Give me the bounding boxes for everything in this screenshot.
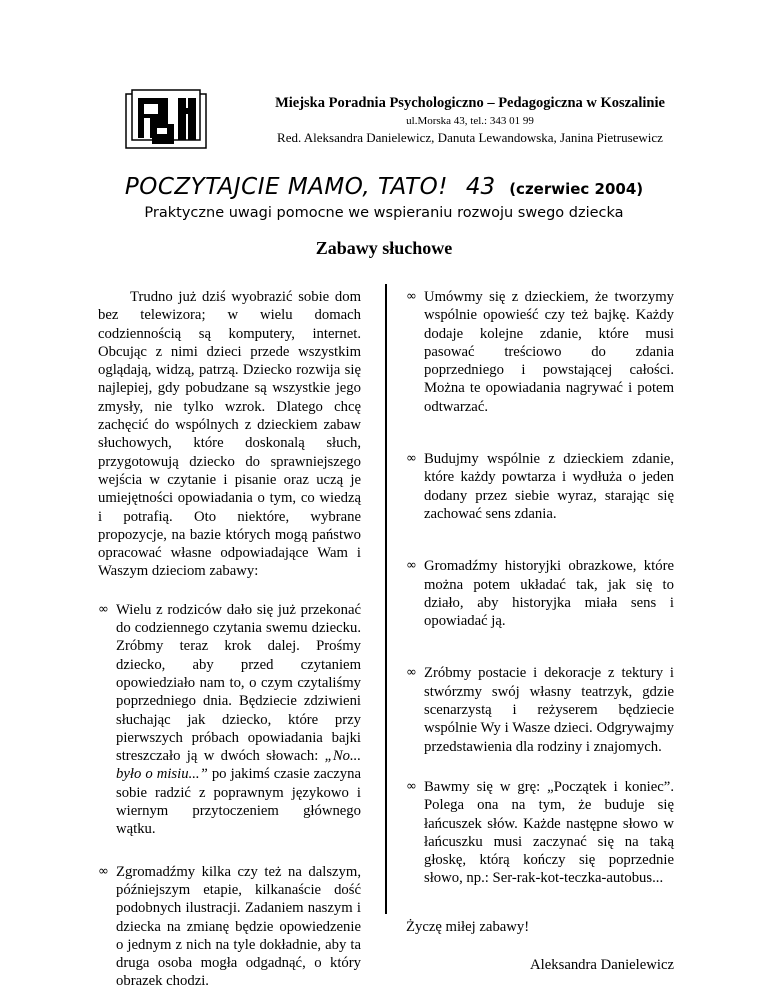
- bullet-infinity-icon: ∞: [98, 863, 109, 879]
- left-column: [98, 288, 361, 991]
- list-item-text: Gromadźmy historyjki obrazkowe, które można potem układać tak, jak się to działo, aby historyjka miała sens i opowiadać ją.: [424, 558, 674, 630]
- bullet-infinity-icon: ∞: [406, 451, 417, 467]
- list-item-text: Budujmy wspólnie z dzieckiem zdanie, które każdy powtarza i wydłuża o jeden dodany przez siebie wyraz, starając się zachować sens zdania.: [424, 451, 674, 522]
- editors-line: Red. Aleksandra Danielewicz, Danuta Lewandowska, Janina Pietrusewicz: [277, 130, 663, 145]
- list-item: [98, 601, 361, 839]
- list-item-text: Zgromadźmy kilka czy też na dalszym, późniejszym etapie, kilkanaście dość podobnych ilustracji. Zadaniem naszym i dziecka na zmianę będzie opowiedzenie o jednym z nich na tyle dokładnie, aby ta druga osoba mogła odgadnąć, o który obrazek chodzi.: [116, 863, 361, 990]
- list-item: [406, 557, 674, 630]
- list-item-text: Wielu z rodziców dało się już przekonać do codziennego czytania swemu dziecku. Zróbmy teraz krok dalej. Prośmy dziecko, aby przed czytaniem opowiedziało nam to, o czym czytaliśmy poprzedniego dnia. Będziecie zdziwieni słuchając jak dziecko, które przy pierwszych próbach opowiadania bajki streszczało ją w dwóch słowach:: [116, 601, 361, 765]
- issue-date: (czerwiec 2004): [509, 180, 644, 198]
- list-item: [98, 863, 361, 991]
- institution-logo-icon: [124, 88, 208, 152]
- issue-number: 43: [465, 174, 496, 200]
- bullet-infinity-icon: ∞: [98, 601, 109, 617]
- bullet-infinity-icon: ∞: [406, 289, 417, 304]
- newsletter-name: POCZYTAJCIE MAMO, TATO!: [124, 174, 448, 200]
- bullet-infinity-icon: ∞: [406, 558, 417, 574]
- institution-address: ul.Morska 43, tel.: 343 01 99: [406, 115, 534, 127]
- list-item: [406, 288, 674, 416]
- column-divider: [385, 284, 387, 914]
- list-item-text: Zróbmy postacie i dekoracje z tektury i stwórzmy swój własny teatrzyk, gdzie scenarzystą i reżyserem będziecie wspólnie Wy i Wasze dzieci. Odgrywajmy przedstawienia dla rodziny i znajomych.: [424, 665, 674, 755]
- author-signature: Aleksandra Danielewicz: [530, 957, 674, 974]
- list-item: [406, 664, 674, 755]
- bullet-infinity-icon: ∞: [406, 778, 417, 794]
- bullet-infinity-icon: ∞: [406, 665, 417, 681]
- newsletter-subtitle: Praktyczne uwagi pomocne we wspieraniu rozwoju swego dziecka: [144, 205, 624, 221]
- quoted-child-words: „No... było o misiu...”: [116, 748, 361, 783]
- intro-paragraph: Trudno już dziś wyobrazić sobie dom bez telewizora; w wielu domach codziennością są komputery, internet. Obcując z nimi dzieci przede wszystkim oglądają, widzą, patrzą. Dziecko rozwija się najlepiej, gdy pobudzane są wszystkie jego zmysły, nie tylko wzrok. Dlatego chcę zachęcić do wspólnych z dzieckiem zabaw słuchowych, które doskonalą słuch, przygotowują dziecko do sprawniejszego wejścia w czytanie i pisanie oraz uczą je umiejętności opowiadania o tym, co wiedzą i potrafią. Oto niektóre, wybrane propozycje, na bazie których mogą państwo opracować własne odpowiadające Wam i Waszym dzieciom zabawy:: [98, 289, 361, 580]
- newsletter-title: [0, 174, 768, 200]
- institution-name: Miejska Poradnia Psychologiczno – Pedagogiczna w Koszalinie: [275, 95, 665, 111]
- right-column: [406, 288, 674, 974]
- list-item-text: Umówmy się z dzieckiem, że tworzymy wspólnie opowieść czy też bajkę. Każdy dodaje kolejne zdanie, które musi pasować treściowo do zdania poprzedniego i powstającej całości. Można te opowiadania nagrywać i potem odtwarzać.: [424, 289, 674, 415]
- list-item-text: po jakimś czasie zaczyna sobie radzić z poprawnym językowo i wiernym przytoczeniem głównego wątku.: [116, 766, 361, 838]
- article-title: Zabawy słuchowe: [315, 238, 453, 258]
- list-item-text: Bawmy się w grę: „Początek i koniec”. Polega ona na tym, że buduje się łańcuszek słów. Każde następne słowo w łańcuszku musi zaczynać się na taką głoskę, którą kończy się poprzednie słowo, np.: Ser-rak-kot-teczka-autobus...: [424, 778, 674, 887]
- closing-wish: Życzę miłej zabawy!: [406, 918, 530, 935]
- list-item: [406, 450, 674, 523]
- list-item: [406, 778, 674, 888]
